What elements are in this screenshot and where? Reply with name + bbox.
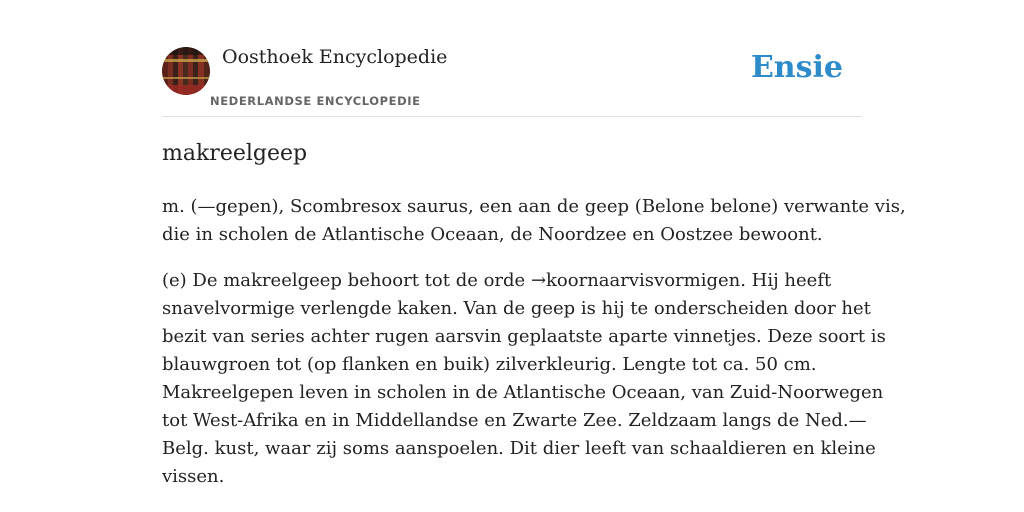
- paragraph-line: [162, 267, 862, 295]
- entry-paragraph-1: [162, 193, 906, 249]
- cross-reference-link[interactable]: →koornaarvisvormigen: [530, 270, 741, 291]
- entry-title: makreelgeep: [162, 141, 308, 166]
- paragraph-line: blauwgroen tot (op flanken en buik) zilverkleurig. Lengte tot ca. 50 cm.: [162, 354, 817, 375]
- site-subtitle: NEDERLANDSE ENCYCLOPEDIE: [210, 94, 421, 108]
- paragraph-line: tot West-Afrika en in Middellandse en Zwarte Zee. Zeldzaam langs de Ned.—: [162, 410, 867, 431]
- paragraph-line: m. (—gepen), Scombresox saurus, een aan de geep (Belone belone) verwante vis,: [162, 196, 906, 217]
- site-title[interactable]: Oosthoek Encyclopedie: [222, 46, 448, 68]
- site-logo[interactable]: [162, 47, 210, 95]
- site-header: [162, 0, 862, 117]
- brand-logo-link[interactable]: Ensie: [750, 50, 843, 85]
- paragraph-line: Makreelgepen leven in scholen in de Atlantische Oceaan, van Zuid-Noorwegen: [162, 382, 884, 403]
- paragraph-text: (e) De makreelgeep behoort tot de orde: [162, 270, 531, 291]
- paragraph-line: Belg. kust, waar zij soms aanspoelen. Dit dier leeft van schaaldieren en kleine: [162, 438, 876, 459]
- encyclopedia-books-icon: [162, 47, 210, 95]
- page: [162, 0, 906, 487]
- paragraph-line: vissen.: [162, 466, 225, 487]
- paragraph-text: . Hij heeft: [740, 270, 832, 291]
- entry-paragraph-2: [162, 267, 886, 491]
- paragraph-line: bezit van series achter rugen aarsvin geplaatste aparte vinnetjes. Deze soort is: [162, 326, 886, 347]
- paragraph-line: snavelvormige verlengde kaken. Van de geep is hij te onderscheiden door het: [162, 298, 871, 319]
- paragraph-line: die in scholen de Atlantische Oceaan, de Noordzee en Oostzee bewoont.: [162, 224, 823, 245]
